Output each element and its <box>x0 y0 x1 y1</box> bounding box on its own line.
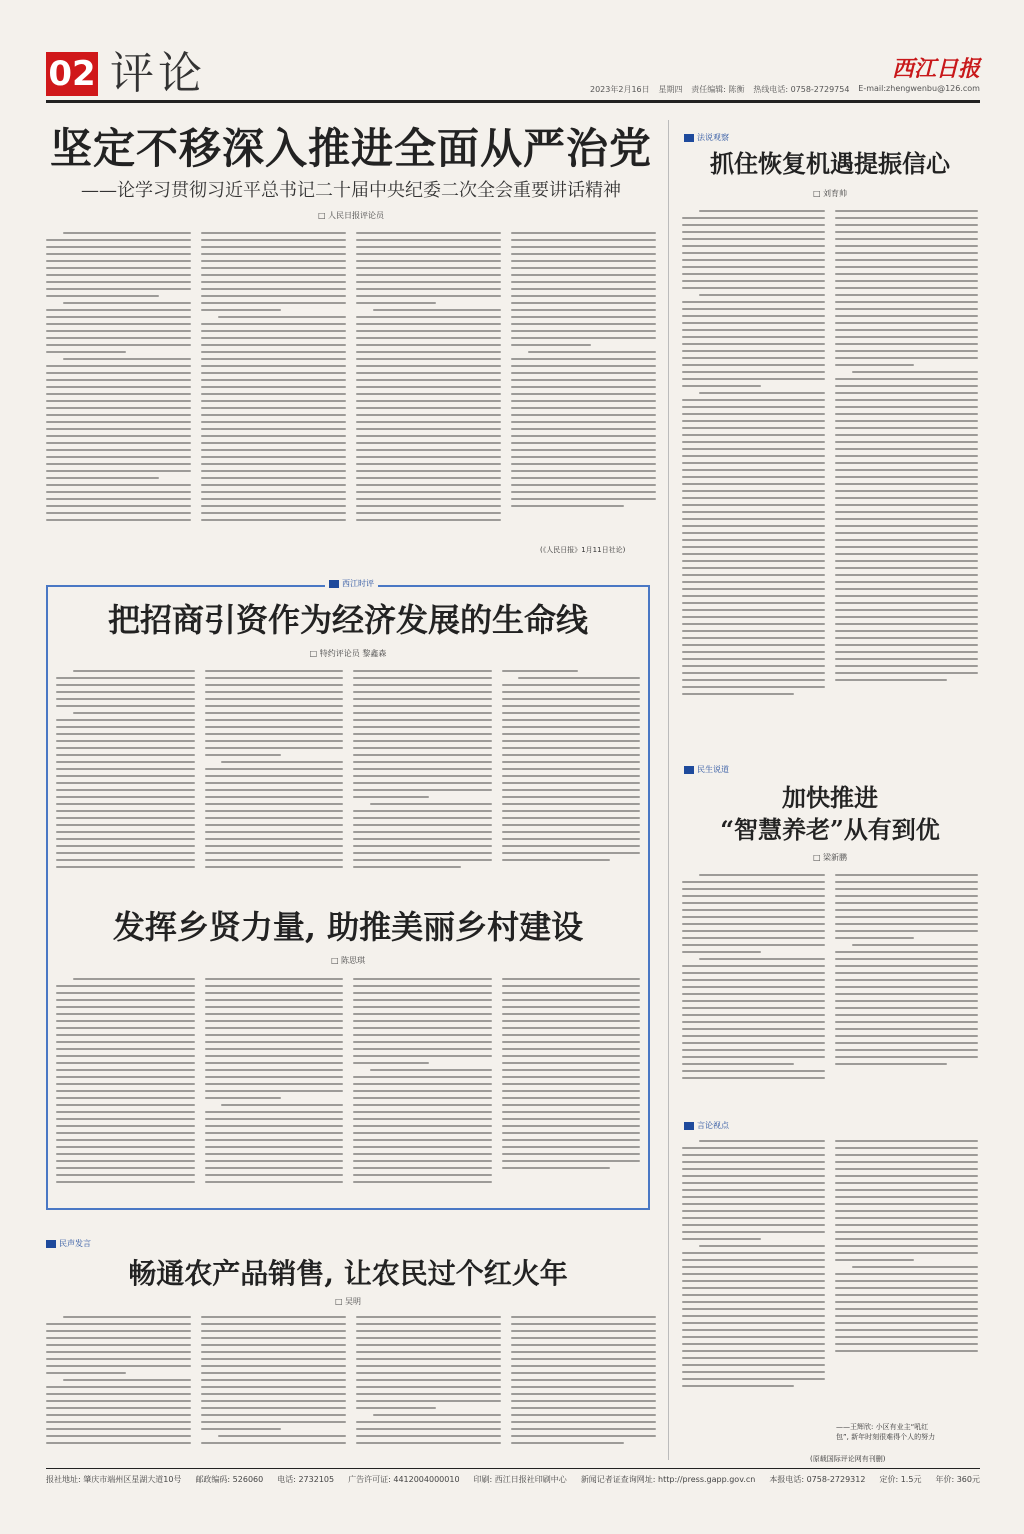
meta-weekday: 星期四 <box>658 85 683 94</box>
lead-subheadline: ——论学习贯彻习近平总书记二十届中央纪委二次全会重要讲话精神 <box>81 180 621 201</box>
bottom-col-2 <box>201 1316 346 1461</box>
r2-col-1 <box>682 874 825 1099</box>
bottom-article-body <box>46 1316 656 1461</box>
footer-phone: 电话: 2732105 <box>277 1475 335 1484</box>
tag-marker <box>46 1240 56 1248</box>
right-article-2-body <box>682 874 978 1099</box>
footer-price: 定价: 1.5元 <box>879 1475 922 1484</box>
box2-col-4 <box>502 978 641 1198</box>
footer-postcode: 邮政编码: 526060 <box>195 1475 264 1484</box>
lead-byline: □ 人民日报评论员 <box>46 210 656 221</box>
box-article-2-byline: □ 陈思琪 <box>46 955 650 966</box>
box1-col-3 <box>353 670 492 885</box>
masthead-rule <box>46 100 980 103</box>
bottom-col-3 <box>356 1316 501 1461</box>
right-article-3-quote-line-2: 包”, 新年时刻很难得个人的努力 <box>836 1433 936 1441</box>
bottom-col-4 <box>511 1316 656 1461</box>
tag-marker <box>684 134 694 142</box>
right-article-2-title-line-2: “智慧养老”从有到优 <box>720 815 940 844</box>
tag-marker <box>684 766 694 774</box>
right-article-1-title: 抓住恢复机遇提振信心 <box>710 149 950 178</box>
masthead-meta <box>590 84 980 95</box>
lead-col-1 <box>46 232 191 552</box>
box1-col-1 <box>56 670 195 885</box>
lead-body <box>46 232 656 552</box>
meta-hotline: 热线电话: 0758-2729754 <box>753 85 850 94</box>
page-number: 02 <box>46 52 98 96</box>
right-article-3-body <box>682 1140 978 1420</box>
box-article-1-body <box>56 670 640 885</box>
box-article-1-byline: □ 特约评论员 黎鑫森 <box>46 648 650 659</box>
right-article-2-byline: □ 梁新鹏 <box>680 852 980 863</box>
meta-date: 2023年2月16日 <box>590 85 650 94</box>
right-tag-1-label: 法说观察 <box>697 133 729 142</box>
box1-col-2 <box>205 670 344 885</box>
r2-col-2 <box>835 874 978 1099</box>
bottom-article-byline: □ 吴明 <box>46 1296 650 1307</box>
right-article-1-body <box>682 210 978 740</box>
tag-marker <box>329 580 339 588</box>
box-tag-label: 西江时评 <box>342 579 374 588</box>
right-tag-3-label: 言论视点 <box>697 1121 729 1130</box>
right-tag-3 <box>684 1120 729 1131</box>
bottom-tag <box>46 1238 91 1249</box>
lead-col-4 <box>511 232 656 552</box>
meta-editor: 责任编辑: 陈衡 <box>691 85 745 94</box>
right-article-2-title-line-1: 加快推进 <box>782 783 878 812</box>
box-article-1-title: 把招商引资作为经济发展的生命线 <box>107 601 588 639</box>
lead-col-3 <box>356 232 501 552</box>
box-tag <box>325 578 378 589</box>
right-tag-2 <box>684 764 729 775</box>
lead-col-2 <box>201 232 346 552</box>
box2-col-2 <box>205 978 344 1198</box>
footer <box>46 1474 980 1485</box>
bottom-tag-label: 民声发言 <box>59 1239 91 1248</box>
right-article-3-quote-line-1: ——王辉欣: 小区有业主“吼红 <box>836 1423 929 1431</box>
column-divider <box>668 120 669 1460</box>
footer-ad-license: 广告许可证: 4412004000010 <box>348 1475 460 1484</box>
box-article-2-title: 发挥乡贤力量, 助推美丽乡村建设 <box>112 908 584 946</box>
r3-col-1 <box>682 1140 825 1420</box>
right-tag-1 <box>684 132 729 143</box>
right-article-1-byline: □ 刘育帅 <box>680 188 980 199</box>
box-article-2-body <box>56 978 640 1198</box>
r1-col-2 <box>835 210 978 740</box>
footer-address: 报社地址: 肇庆市端州区星湖大道10号 <box>46 1475 182 1484</box>
lead-headline: 坚定不移深入推进全面从严治党 <box>49 124 652 173</box>
lead-source: (《人民日报》1月11日社论) <box>540 546 626 554</box>
box2-col-3 <box>353 978 492 1198</box>
section-title: 评论 <box>110 48 206 99</box>
box1-col-4 <box>502 670 641 885</box>
paper-logo: 西江日报 <box>892 56 981 82</box>
footer-rule <box>46 1468 980 1469</box>
bottom-article-title: 畅通农产品销售, 让农民过个红火年 <box>128 1257 568 1290</box>
footer-hotline: 本报电话: 0758-2729312 <box>769 1475 866 1484</box>
box2-col-1 <box>56 978 195 1198</box>
meta-email: E-mail:zhengwenbu@126.com <box>858 84 980 93</box>
tag-marker <box>684 1122 694 1130</box>
footer-printer: 印刷: 西江日报社印刷中心 <box>473 1475 567 1484</box>
footer-press-url: 新闻记者证查询网址: http://press.gapp.gov.cn <box>580 1475 756 1484</box>
right-tag-2-label: 民生说道 <box>697 765 729 774</box>
r3-col-2 <box>835 1140 978 1420</box>
right-article-3-source: (原载国际评论网有刊删) <box>810 1455 886 1463</box>
bottom-col-1 <box>46 1316 191 1461</box>
footer-annual-price: 年价: 360元 <box>935 1475 980 1484</box>
r1-col-1 <box>682 210 825 740</box>
